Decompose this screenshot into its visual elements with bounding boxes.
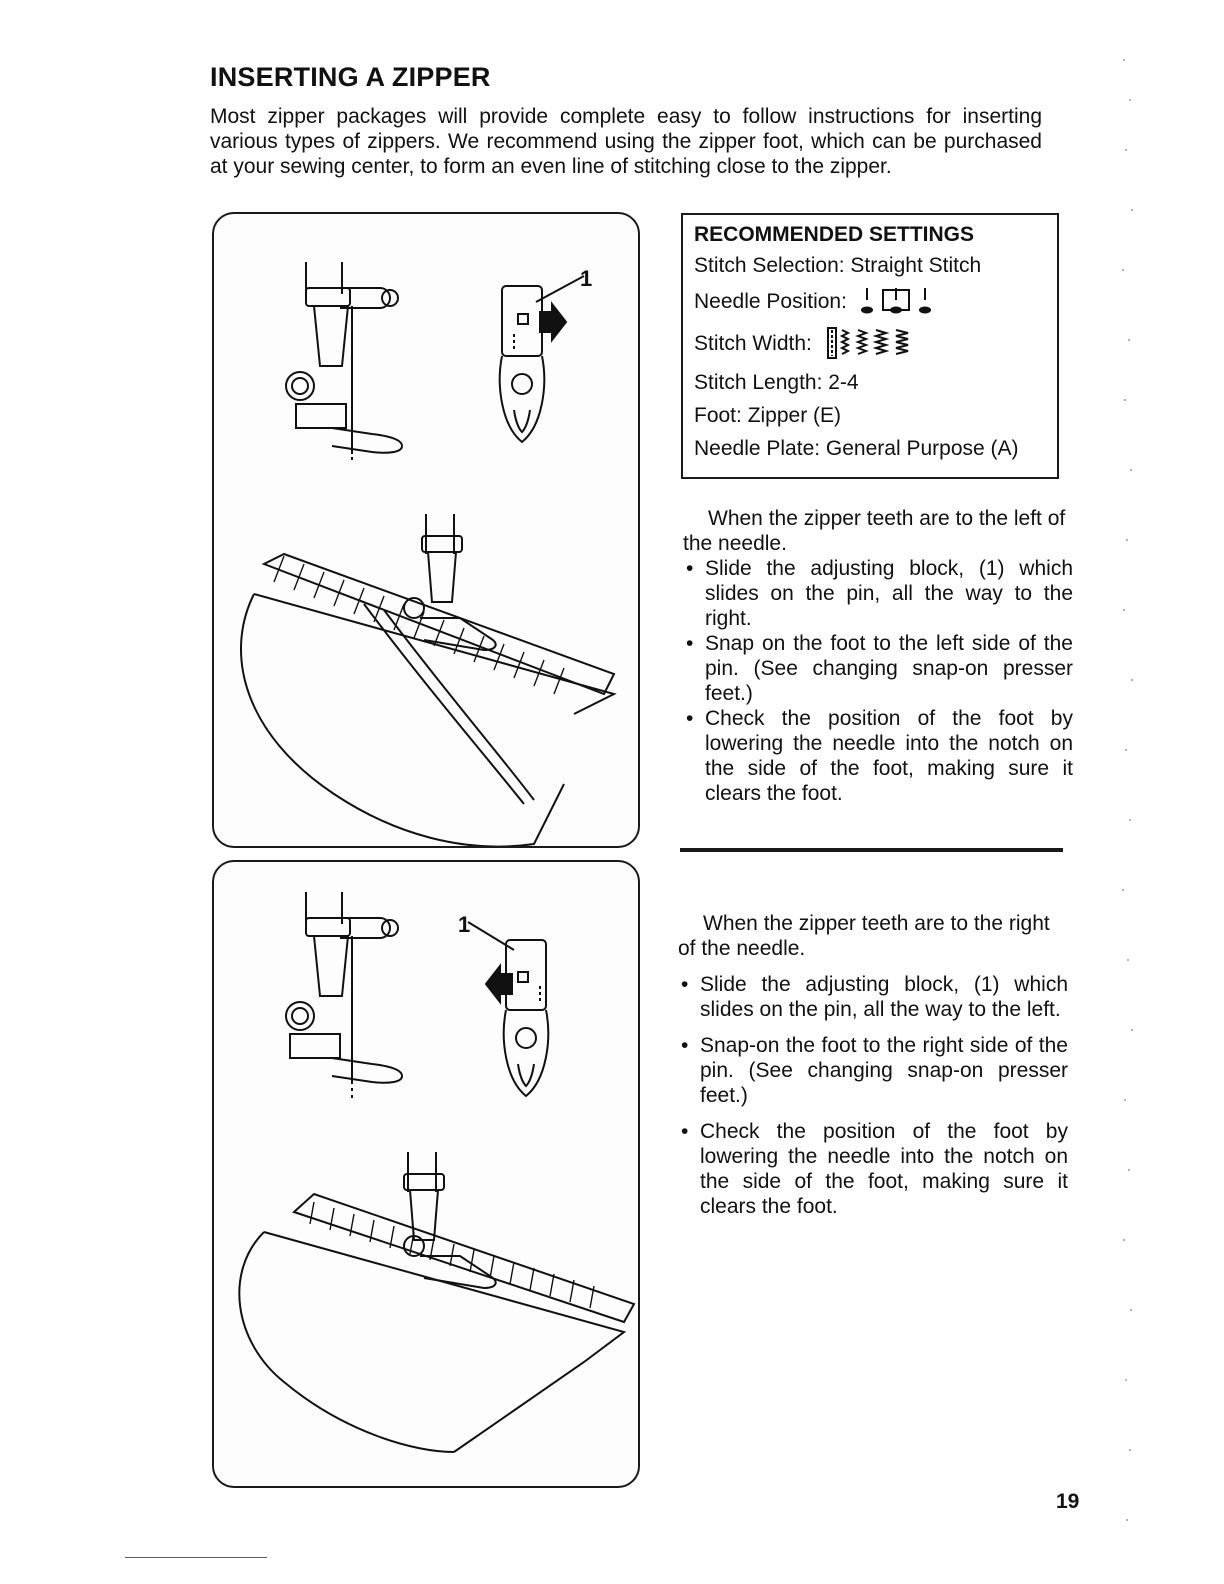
instructions-teeth-right <box>678 911 1068 1219</box>
list-item: • Check the position of the foot by lowering the needle into the notch on the side of the foot, making sure it clears the foot. <box>683 706 1073 806</box>
needle-position <box>694 286 1057 316</box>
list-item: • Snap on the foot to the left side of the pin. (See changing snap-on presser feet.) <box>683 631 1073 706</box>
stitch-length-text: Stitch Length: 2-4 <box>694 371 859 394</box>
foot-setting <box>694 403 1057 428</box>
stitch-width-label: Stitch Width: <box>694 331 812 355</box>
stitch-selection <box>694 253 1057 278</box>
list-item: • Snap-on the foot to the right side of the pin. (See changing snap-on presser feet.) <box>678 1033 1068 1108</box>
stitch-length <box>694 370 1057 395</box>
page-title: INSERTING A ZIPPER <box>210 62 491 92</box>
needle-plate-text: Needle Plate: General Purpose (A) <box>694 437 1019 460</box>
instructions-right-list <box>678 972 1068 1219</box>
callout-1-top: 1 <box>580 266 593 291</box>
stitch-width <box>694 326 1057 360</box>
needle-plate-setting <box>694 436 1057 461</box>
foot-text: Foot: Zipper (E) <box>694 404 842 427</box>
illustration-zipper-right <box>212 860 640 1488</box>
instructions-left-list <box>683 556 1073 806</box>
stitch-width-icon <box>826 326 916 360</box>
needle-position-label: Needle Position: <box>694 289 847 313</box>
list-item: • Check the position of the foot by lowering the needle into the notch on the side of the foot, making sure it clears the foot. <box>678 1119 1068 1219</box>
stitch-selection-text: Stitch Selection: Straight Stitch <box>694 254 982 277</box>
list-item: • Slide the adjusting block, (1) which slides on the pin, all the way to the right. <box>683 556 1073 631</box>
bottom-rule <box>125 1557 267 1558</box>
callout-1-bottom: 1 <box>458 912 471 937</box>
recommended-settings-box <box>681 213 1059 479</box>
intro-paragraph: Most zipper packages will provide complete easy to follow instructions for inserting various types of zippers. We recommend using the zipper foot, which can be purchased at your sewing center, to form an even line of stitching close to the zipper. <box>210 105 1042 178</box>
instructions-left-intro: When the zipper teeth are to the left of the needle. <box>683 507 1066 555</box>
illustration-zipper-left <box>212 212 640 848</box>
presser-foot-drawing-left <box>214 214 638 846</box>
instructions-right-intro: When the zipper teeth are to the right of the needle. <box>678 912 1050 960</box>
needle-position-icon <box>861 286 931 316</box>
scan-edge-speckle <box>1120 40 1136 1540</box>
section-divider <box>680 848 1063 852</box>
instructions-teeth-left <box>683 506 1073 806</box>
settings-heading: RECOMMENDED SETTINGS <box>694 223 975 246</box>
list-item: • Slide the adjusting block, (1) which slides on the pin, all the way to the left. <box>678 972 1068 1022</box>
presser-foot-drawing-right <box>214 862 638 1486</box>
page-number: 19 <box>1056 1490 1080 1513</box>
